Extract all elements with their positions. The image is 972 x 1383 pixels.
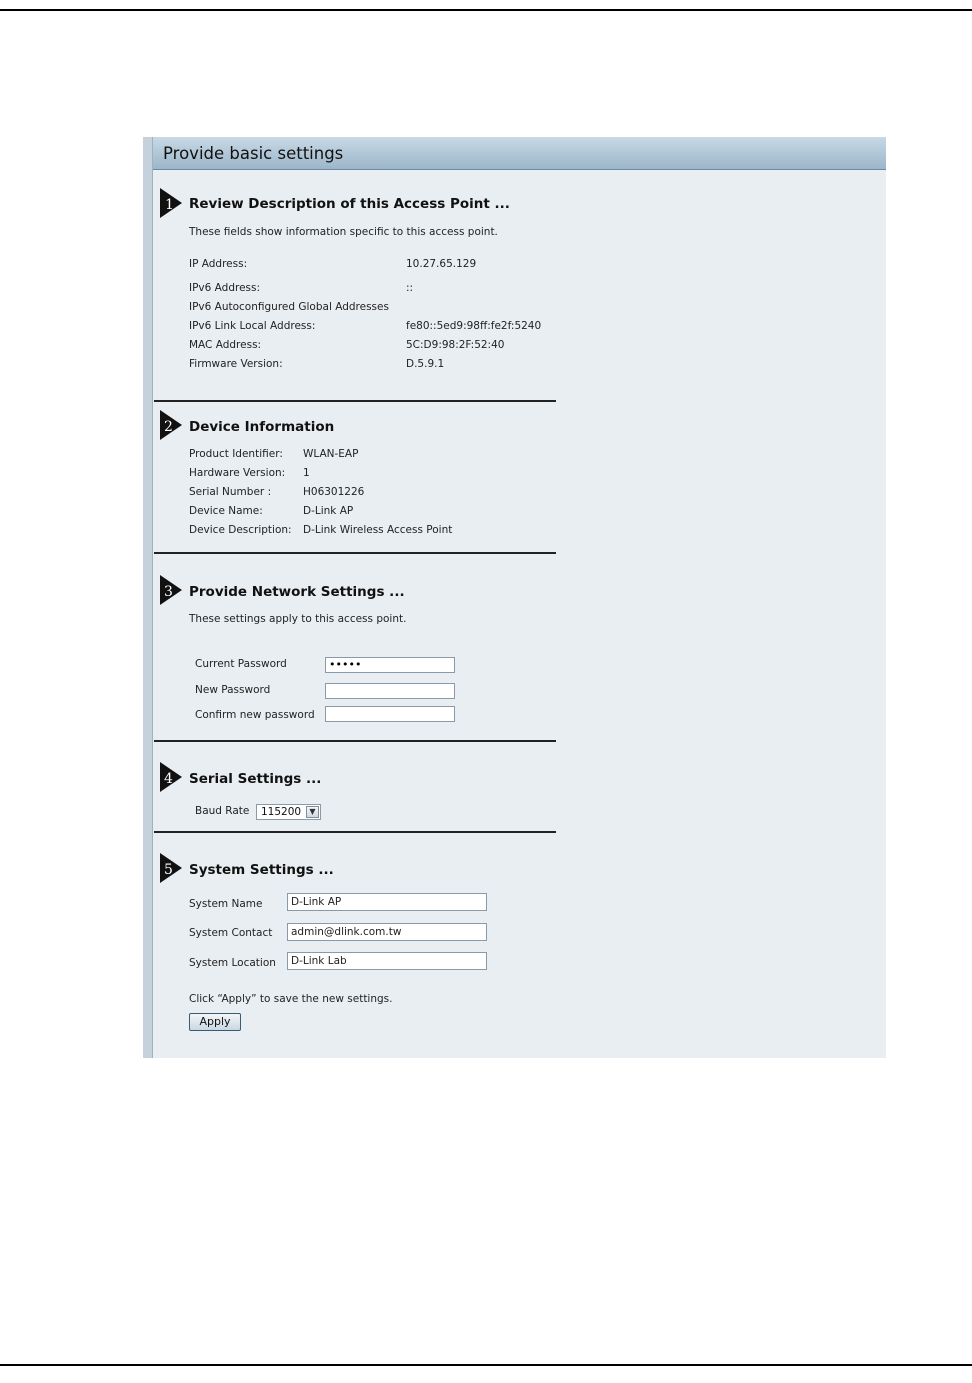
svg-text:3: 3 — [164, 584, 173, 600]
step-1-icon — [160, 188, 182, 218]
section-1-description: These fields show information specific to this access point. — [189, 226, 498, 238]
confirm-password-label: Confirm new password — [195, 709, 315, 721]
mac-address-value: 5C:D9:98:2F:52:40 — [406, 339, 505, 351]
frame-left-strip — [143, 137, 153, 1058]
page-bottom-rule — [0, 1364, 972, 1366]
step-2-icon — [160, 410, 182, 440]
ipv6-address-value: :: — [406, 282, 414, 294]
section-4-title: Serial Settings ... — [189, 771, 322, 787]
apply-hint-text: Click “Apply” to save the new settings. — [189, 993, 393, 1005]
baud-rate-value: 115200 — [261, 806, 302, 818]
section-divider — [154, 400, 556, 402]
new-password-input[interactable] — [325, 683, 455, 699]
apply-button[interactable]: Apply — [189, 1013, 241, 1031]
confirm-password-input[interactable] — [325, 706, 455, 722]
system-name-input[interactable]: D-Link AP — [287, 893, 487, 911]
svg-text:4: 4 — [164, 771, 173, 787]
system-name-label: System Name — [189, 898, 263, 910]
firmware-version-value: D.5.9.1 — [406, 358, 445, 370]
panel-title: Provide basic settings — [163, 144, 344, 163]
svg-text:2: 2 — [164, 419, 173, 435]
chevron-down-icon[interactable]: ▼ — [306, 806, 319, 818]
device-name-value: D-Link AP — [303, 505, 354, 517]
page-top-rule — [0, 9, 972, 11]
ip-address-value: 10.27.65.129 — [406, 258, 477, 270]
device-name-label: Device Name: — [189, 505, 263, 517]
section-5-title: System Settings ... — [189, 862, 334, 878]
section-divider — [154, 740, 556, 742]
system-location-label: System Location — [189, 957, 276, 969]
serial-number-label: Serial Number : — [189, 486, 272, 498]
section-divider — [154, 552, 556, 554]
firmware-version-label: Firmware Version: — [189, 358, 283, 370]
ip-address-label: IP Address: — [189, 258, 248, 270]
device-description-label: Device Description: — [189, 524, 292, 536]
current-password-input[interactable]: ••••• — [325, 657, 455, 673]
device-description-value: D-Link Wireless Access Point — [303, 524, 453, 536]
section-1-title: Review Description of this Access Point ... — [189, 196, 510, 212]
section-3-title: Provide Network Settings ... — [189, 584, 405, 600]
current-password-label: Current Password — [195, 658, 287, 670]
serial-number-value: H06301226 — [303, 486, 365, 498]
ipv6-link-local-label: IPv6 Link Local Address: — [189, 320, 316, 332]
mac-address-label: MAC Address: — [189, 339, 262, 351]
hardware-version-label: Hardware Version: — [189, 467, 286, 479]
product-identifier-value: WLAN-EAP — [303, 448, 359, 460]
svg-text:5: 5 — [164, 862, 173, 878]
product-identifier-label: Product Identifier: — [189, 448, 283, 460]
step-4-icon — [160, 762, 182, 792]
section-2-title: Device Information — [189, 419, 335, 435]
ipv6-autoconfigured-label: IPv6 Autoconfigured Global Addresses — [189, 301, 389, 313]
ipv6-address-label: IPv6 Address: — [189, 282, 261, 294]
panel-title-bar — [153, 137, 886, 170]
new-password-label: New Password — [195, 684, 271, 696]
system-location-input[interactable]: D-Link Lab — [287, 952, 487, 970]
system-contact-label: System Contact — [189, 927, 273, 939]
section-3-description: These settings apply to this access point. — [189, 613, 407, 625]
step-3-icon — [160, 575, 182, 605]
baud-rate-select[interactable] — [256, 804, 321, 820]
step-5-icon — [160, 853, 182, 883]
settings-frame — [143, 137, 886, 1058]
baud-rate-label: Baud Rate — [195, 805, 250, 817]
svg-text:1: 1 — [165, 197, 174, 213]
system-contact-input[interactable]: admin@dlink.com.tw — [287, 923, 487, 941]
ipv6-link-local-value: fe80::5ed9:98ff:fe2f:5240 — [406, 320, 542, 332]
hardware-version-value: 1 — [303, 467, 310, 479]
section-divider — [154, 831, 556, 833]
